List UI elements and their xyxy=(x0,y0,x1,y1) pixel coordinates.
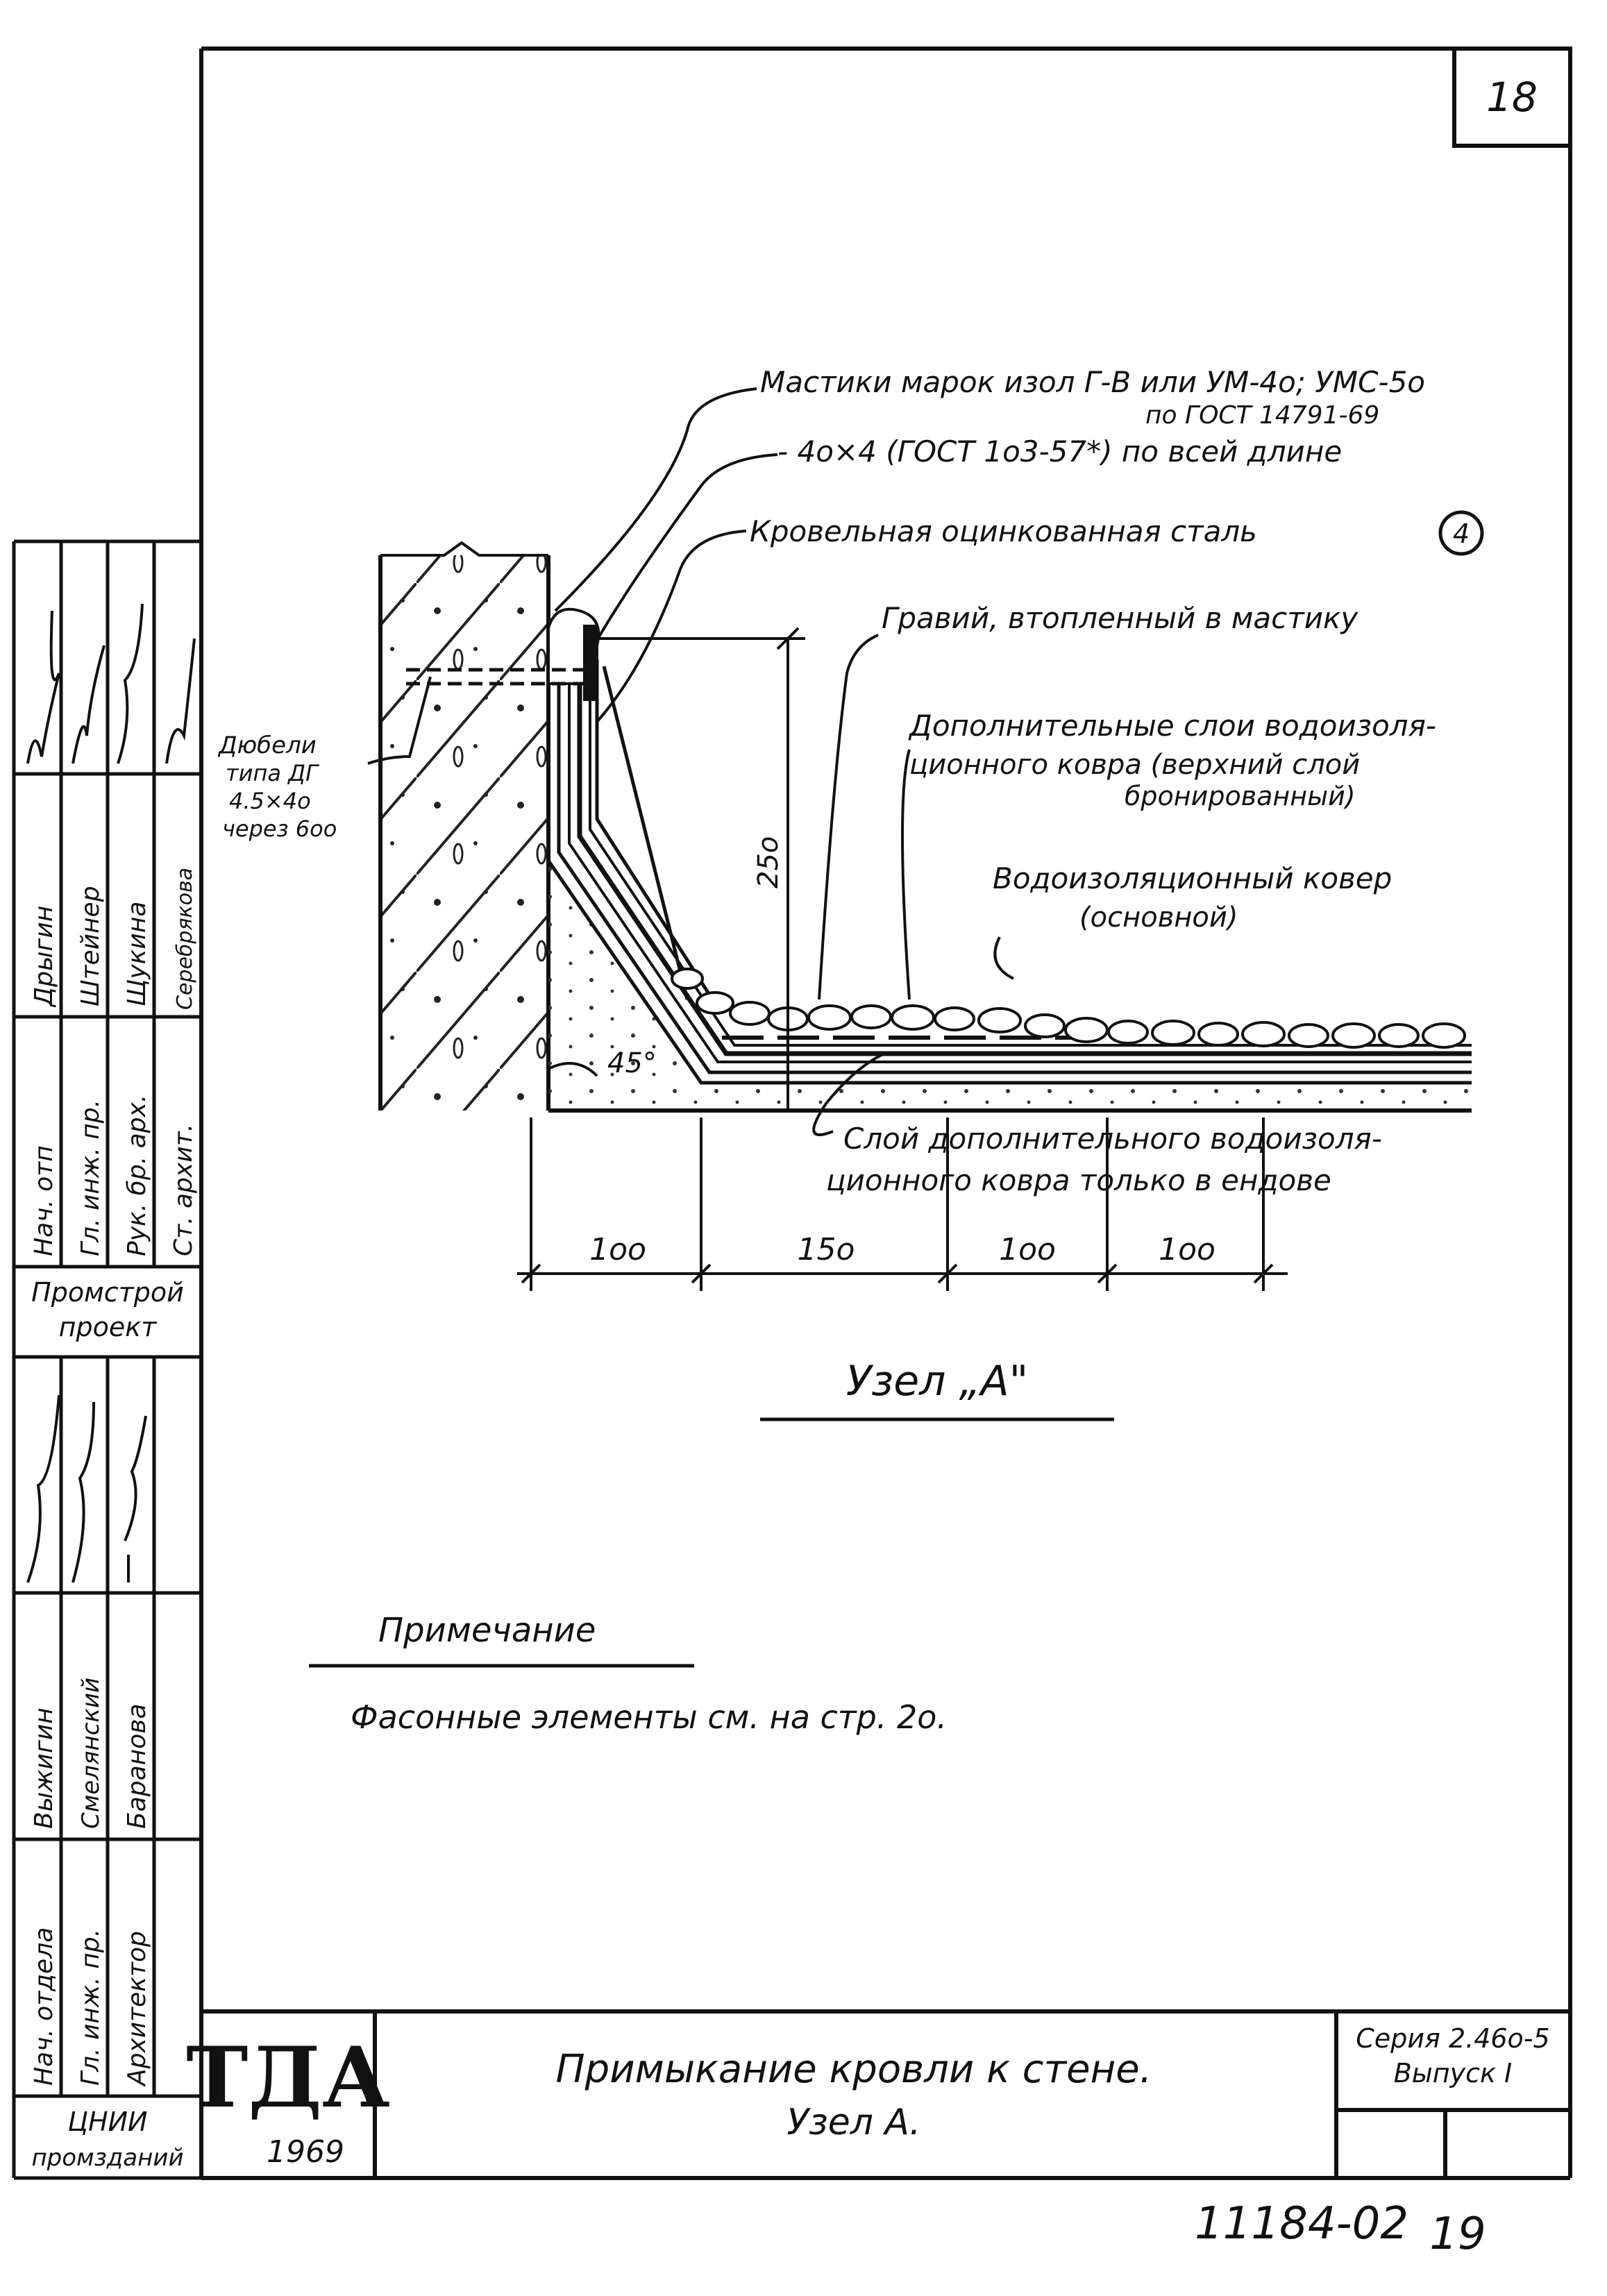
title-block-series: Серия 2.46о-5 xyxy=(1356,2023,1550,2054)
title-block xyxy=(186,2011,1570,2178)
title-block-year: 1969 xyxy=(267,2134,344,2170)
callout-extra-layers-3: бронированный) xyxy=(1125,781,1356,811)
title-block-issue: Выпуск I xyxy=(1393,2058,1513,2088)
page-number-box xyxy=(1454,49,1570,146)
callout-extra-layers-2: ционного ковра (верхний слой xyxy=(909,749,1361,781)
stamp2-position-3: Архитектор xyxy=(123,1931,151,2086)
stamp2-position-1: Нач. отдела xyxy=(30,1927,58,2086)
signatures-2 xyxy=(28,1395,146,1582)
stamp-name-4: Серебрякова xyxy=(173,867,197,1010)
callout-strip: - 4о×4 (ГОСТ 1о3-57*) по всей длине xyxy=(777,434,1343,469)
stamp2-name-1: Выжигин xyxy=(30,1707,58,1829)
stamp-position-1: Нач. отп xyxy=(30,1145,58,1256)
dim-bottom-1: 1оо xyxy=(589,1232,646,1267)
callout-mastic: Мастики марок изол Г-В или УМ-4о; УМС-5о xyxy=(760,365,1426,399)
stamp2-name-2: Смелянский xyxy=(77,1677,105,1829)
side-stamp xyxy=(14,541,201,2178)
callout-gravel: Гравий, втопленный в мастику xyxy=(882,601,1358,635)
callout-extra-layers-1: Дополнительные слои водоизоля- xyxy=(909,709,1437,743)
page-number: 18 xyxy=(1486,74,1538,121)
callout-steel: Кровельная оцинкованная сталь xyxy=(750,514,1257,548)
stamp-position-3: Рук. бр. арх. xyxy=(123,1094,151,1256)
signatures-1 xyxy=(28,604,194,763)
dowel-label-3: 4.5×4о xyxy=(229,788,311,814)
title-block-title-2: Узел А. xyxy=(786,2102,921,2143)
angle-label: 45° xyxy=(607,1047,657,1079)
dim-bottom-4: 1оо xyxy=(1159,1232,1215,1267)
dim-bottom-3: 1оо xyxy=(999,1232,1056,1267)
node-title: Узел „А" xyxy=(845,1357,1029,1406)
archive-number: 11184-02 xyxy=(1194,2198,1409,2249)
dowel-label-4: через 6оо xyxy=(222,816,337,842)
callout-main-carpet-2: (основной) xyxy=(1079,902,1238,934)
stamp-name-3: Щукина xyxy=(123,901,151,1006)
callout-main-carpet-1: Водоизоляционный ковер xyxy=(993,861,1393,895)
title-block-logo: ТДА xyxy=(186,2029,390,2127)
node-title-group xyxy=(760,1357,1114,1419)
stamp2-position-2: Гл. инж. пр. xyxy=(76,1928,105,2086)
note xyxy=(309,1611,947,1736)
stamp-name-1: Дрыгин xyxy=(30,905,58,1006)
callout-valley-2: ционного ковра только в ендове xyxy=(826,1163,1331,1197)
stamp2-name-3: Баранова xyxy=(123,1703,151,1829)
stamp-org2-line1: ЦНИИ xyxy=(67,2107,148,2137)
stamp-position-2: Гл. инж. пр. xyxy=(76,1099,105,1256)
stamp-org-line1: Промстрой xyxy=(31,1277,184,1308)
dowel-label-1: Дюбели xyxy=(219,732,317,759)
height-label: 25о xyxy=(752,836,784,888)
dim-bottom-2: 15о xyxy=(797,1232,855,1267)
stamp-name-2: Штейнер xyxy=(76,886,105,1006)
title-block-title-1: Примыкание кровли к стене. xyxy=(555,2047,1152,2092)
concrete-wall xyxy=(380,543,548,1111)
note-text: Фасонные элементы см. на стр. 2о. xyxy=(351,1698,948,1736)
callout-valley-1: Слой дополнительного водоизоля- xyxy=(843,1122,1382,1156)
callout-mastic-gost: по ГОСТ 14791-69 xyxy=(1145,401,1380,430)
stamp-org-line2: проект xyxy=(58,1312,157,1342)
stamp-position-4: Ст. архит. xyxy=(169,1123,198,1256)
stamp-org2-line2: промзданий xyxy=(31,2144,184,2172)
note-heading: Примечание xyxy=(378,1611,596,1650)
archive-page: 19 xyxy=(1429,2209,1486,2260)
callout-steel-number: 4 xyxy=(1452,518,1470,549)
dowel-label-2: типа ДГ xyxy=(226,760,318,786)
